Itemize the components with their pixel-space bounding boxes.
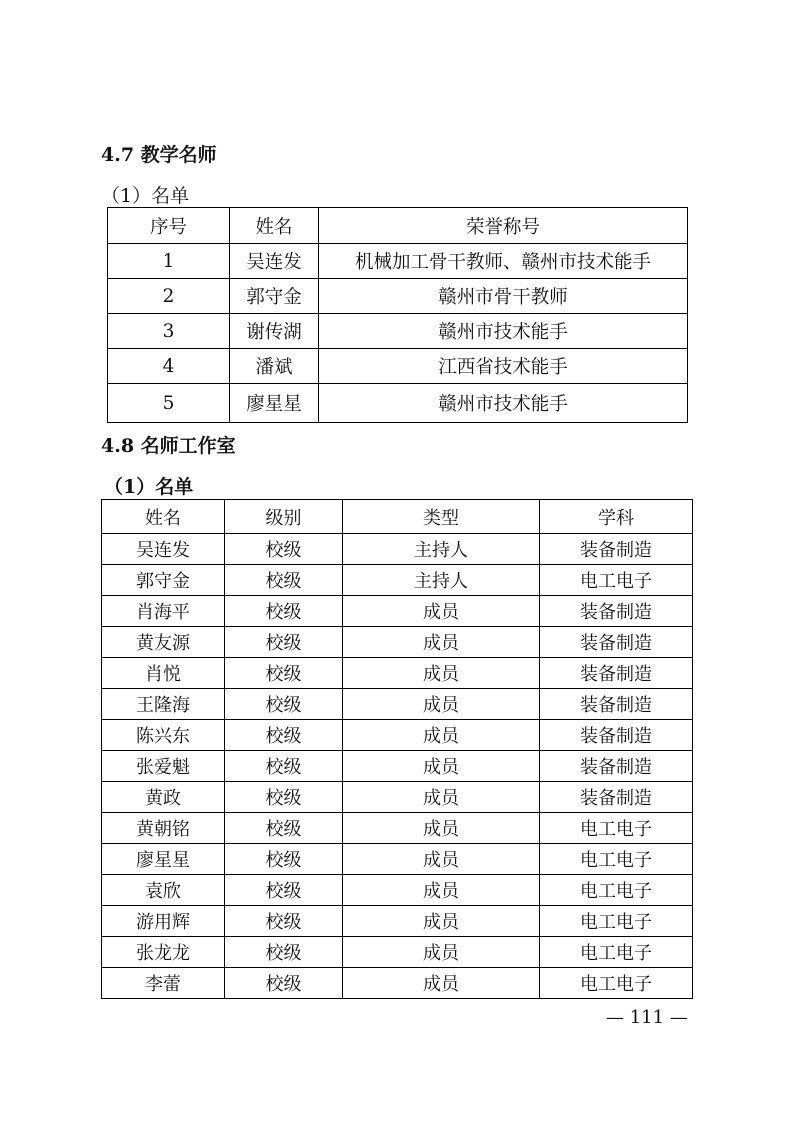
table-row	[108, 314, 688, 349]
table-cell: 郭守金	[102, 565, 225, 596]
table-cell: 成员	[343, 658, 540, 689]
table-cell: 成员	[343, 906, 540, 937]
table-row	[102, 627, 693, 658]
table-cell: 主持人	[343, 565, 540, 596]
table-row	[108, 384, 688, 423]
table-cell: 1	[108, 244, 230, 279]
table-cell: 校级	[225, 720, 343, 751]
table-cell: 廖星星	[102, 844, 225, 875]
table-cell: 赣州市骨干教师	[319, 279, 688, 314]
table-cell: 机械加工骨干教师、赣州市技术能手	[319, 244, 688, 279]
table-cell: 张龙龙	[102, 937, 225, 968]
header-row	[108, 208, 688, 244]
subheading-list-2: （1）名单	[104, 476, 194, 498]
table-cell: 成员	[343, 782, 540, 813]
teaching-masters-table	[107, 207, 688, 423]
table-cell: 校级	[225, 813, 343, 844]
table-cell: 校级	[225, 844, 343, 875]
table-cell: 装备制造	[540, 689, 693, 720]
page-number: — 111 —	[606, 1007, 688, 1028]
table-cell: 装备制造	[540, 596, 693, 627]
table-cell: 肖海平	[102, 596, 225, 627]
table-cell: 校级	[225, 906, 343, 937]
table-cell: 游用辉	[102, 906, 225, 937]
table-cell: 成员	[343, 627, 540, 658]
table-cell: 成员	[343, 875, 540, 906]
header-cell: 荣誉称号	[319, 208, 688, 244]
table-cell: 电工电子	[540, 844, 693, 875]
table-cell: 郭守金	[230, 279, 319, 314]
section-heading-master-studio: 4.8 名师工作室	[101, 435, 236, 457]
table-cell: 装备制造	[540, 720, 693, 751]
header-cell: 序号	[108, 208, 230, 244]
table-cell: 江西省技术能手	[319, 349, 688, 384]
table-cell: 潘斌	[230, 349, 319, 384]
table-row	[108, 349, 688, 384]
table-cell: 校级	[225, 782, 343, 813]
table-cell: 装备制造	[540, 658, 693, 689]
table-cell: 校级	[225, 875, 343, 906]
table-row	[102, 751, 693, 782]
table-cell: 主持人	[343, 534, 540, 565]
table-row	[102, 689, 693, 720]
table-cell: 成员	[343, 751, 540, 782]
table-cell: 王隆海	[102, 689, 225, 720]
table-cell: 成员	[343, 596, 540, 627]
table-cell: 校级	[225, 689, 343, 720]
header-cell: 学科	[540, 500, 693, 534]
table-cell: 谢传湖	[230, 314, 319, 349]
table-row	[102, 813, 693, 844]
table-cell: 校级	[225, 937, 343, 968]
table-cell: 校级	[225, 751, 343, 782]
table-row	[102, 844, 693, 875]
table-cell: 陈兴东	[102, 720, 225, 751]
master-studio-table	[101, 499, 693, 999]
table-row	[102, 596, 693, 627]
table-cell: 成员	[343, 937, 540, 968]
table-cell: 电工电子	[540, 968, 693, 999]
table-cell: 4	[108, 349, 230, 384]
table-cell: 成员	[343, 720, 540, 751]
table-cell: 吴连发	[102, 534, 225, 565]
header-cell: 级别	[225, 500, 343, 534]
table-cell: 黄友源	[102, 627, 225, 658]
table-cell: 装备制造	[540, 782, 693, 813]
table-cell: 黄政	[102, 782, 225, 813]
table-cell: 赣州市技术能手	[319, 384, 688, 423]
table-cell: 廖星星	[230, 384, 319, 423]
table-row	[102, 968, 693, 999]
table-row	[102, 534, 693, 565]
subheading-list-1: （1）名单	[101, 185, 190, 207]
table-cell: 成员	[343, 844, 540, 875]
table-cell: 电工电子	[540, 906, 693, 937]
table-cell: 2	[108, 279, 230, 314]
table-cell: 电工电子	[540, 875, 693, 906]
table-cell: 装备制造	[540, 751, 693, 782]
table-row	[102, 658, 693, 689]
table-cell: 校级	[225, 968, 343, 999]
table-cell: 吴连发	[230, 244, 319, 279]
table-cell: 成员	[343, 968, 540, 999]
table-cell: 张爱魁	[102, 751, 225, 782]
table-cell: 校级	[225, 658, 343, 689]
section-heading-teaching-masters: 4.7 教学名师	[101, 144, 217, 166]
header-row	[102, 500, 693, 534]
table-row	[102, 782, 693, 813]
table-cell: 电工电子	[540, 937, 693, 968]
table-row	[102, 937, 693, 968]
header-cell: 类型	[343, 500, 540, 534]
table-cell: 校级	[225, 534, 343, 565]
table-row	[102, 875, 693, 906]
table-cell: 校级	[225, 596, 343, 627]
table-row	[108, 244, 688, 279]
header-cell: 姓名	[102, 500, 225, 534]
table-cell: 黄朝铭	[102, 813, 225, 844]
table-row	[102, 565, 693, 596]
table-cell: 电工电子	[540, 565, 693, 596]
table-cell: 袁欣	[102, 875, 225, 906]
table-cell: 成员	[343, 813, 540, 844]
table-cell: 5	[108, 384, 230, 423]
table-cell: 校级	[225, 565, 343, 596]
table-cell: 电工电子	[540, 813, 693, 844]
table-row	[102, 906, 693, 937]
table-row	[108, 279, 688, 314]
table-cell: 装备制造	[540, 627, 693, 658]
table-cell: 校级	[225, 627, 343, 658]
header-cell: 姓名	[230, 208, 319, 244]
table-cell: 成员	[343, 689, 540, 720]
table-cell: 肖悦	[102, 658, 225, 689]
table-row	[102, 720, 693, 751]
table-cell: 3	[108, 314, 230, 349]
table-cell: 赣州市技术能手	[319, 314, 688, 349]
table-cell: 装备制造	[540, 534, 693, 565]
table-cell: 李蕾	[102, 968, 225, 999]
